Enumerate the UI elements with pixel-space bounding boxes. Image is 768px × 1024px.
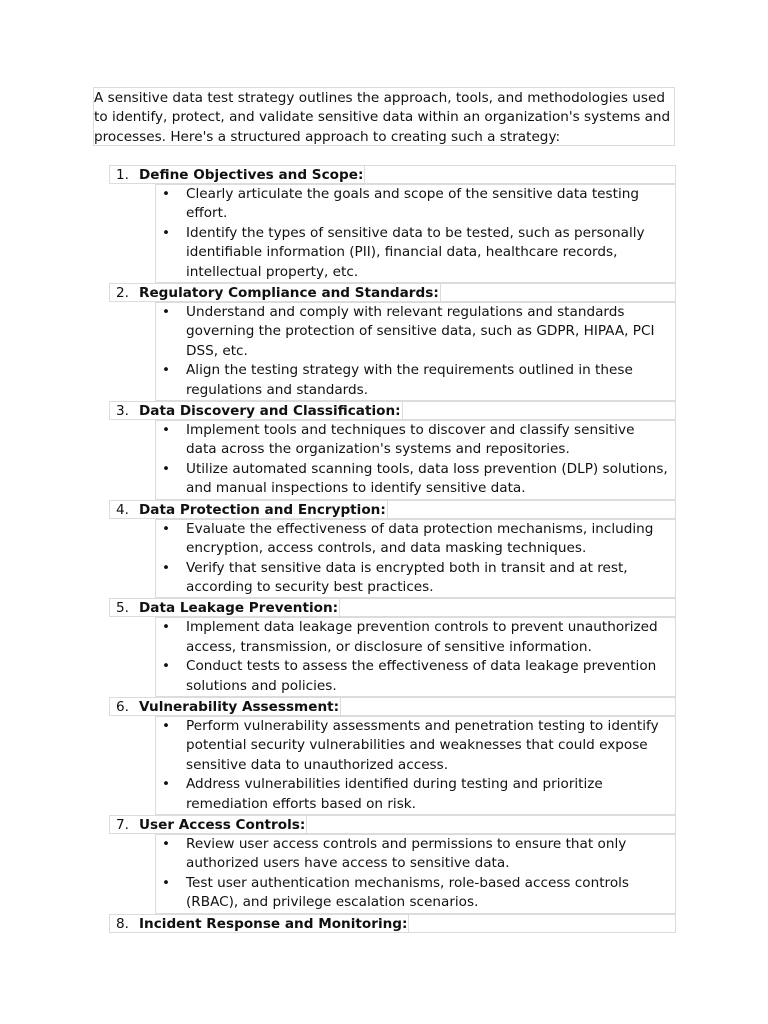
bullet-item: [156, 460, 675, 499]
item-heading: [109, 914, 676, 933]
item-number: 2.: [116, 285, 129, 302]
item-heading: [109, 500, 676, 519]
bullet-text: Address vulnerabilities identified during testing and prioritize remediation efforts based on risk.: [186, 776, 603, 812]
list-item: [109, 697, 676, 815]
item-title: Incident Response and Monitoring:: [139, 915, 408, 932]
bullet-text: Verify that sensitive data is encrypted both in transit and at rest, according to security best practices.: [186, 559, 628, 595]
strategy-list: [109, 165, 676, 933]
bullet-icon: •: [161, 304, 171, 321]
item-heading: [109, 165, 676, 184]
item-title: Define Objectives and Scope:: [139, 167, 364, 183]
list-item: [109, 500, 676, 599]
item-number: 4.: [116, 501, 129, 518]
bullet-item: [156, 361, 675, 400]
bullet-list: [155, 617, 676, 697]
bullet-text: Implement data leakage prevention controls to prevent unauthorized access, transmission, or disclosure of sensitive information.: [186, 619, 658, 655]
list-item: [109, 165, 676, 283]
bullet-list: [155, 834, 676, 914]
item-number: 7.: [116, 816, 129, 833]
bullet-icon: •: [161, 835, 171, 852]
bullet-text: Understand and comply with relevant regulations and standards governing the protection of sensitive data, such as GDPR, HIPAA, PCI DSS, etc.: [186, 304, 655, 359]
bullet-icon: •: [161, 658, 171, 675]
item-heading: [109, 598, 676, 617]
item-number: 1.: [116, 167, 129, 183]
bullet-list: [155, 302, 676, 401]
bullet-icon: •: [161, 619, 171, 636]
item-title: Data Protection and Encryption:: [139, 501, 386, 518]
bullet-icon: •: [161, 186, 171, 202]
item-heading: [109, 697, 676, 716]
bullet-icon: •: [161, 559, 171, 576]
item-number: 6.: [116, 698, 129, 715]
intro-paragraph: A sensitive data test strategy outlines the approach, tools, and methodologies used to identify, protect, and validate sensitive data within an organization's systems and processes. Here's a structured approach to creating such a strategy:: [93, 87, 675, 146]
bullet-icon: •: [161, 520, 171, 537]
bullet-item: [156, 303, 675, 361]
list-item: [109, 914, 676, 933]
bullet-text: Clearly articulate the goals and scope of the sensitive data testing effort.: [186, 186, 639, 222]
item-title: Data Leakage Prevention:: [139, 600, 339, 617]
bullet-text: Identify the types of sensitive data to be tested, such as personally identifiable information (PII), financial data, healthcare records, intellectual property, etc.: [186, 224, 645, 280]
list-item: [109, 598, 676, 697]
item-title: Regulatory Compliance and Standards:: [139, 285, 439, 302]
item-number: 5.: [116, 600, 129, 617]
bullet-item: [156, 520, 675, 559]
bullet-text: Evaluate the effectiveness of data protection mechanisms, including encryption, access controls, and data masking techniques.: [186, 520, 654, 557]
item-title: User Access Controls:: [139, 816, 306, 833]
bullet-text: Perform vulnerability assessments and penetration testing to identify potential security vulnerabilities and weaknesses that could expose sensitive data to unauthorized access.: [186, 717, 659, 773]
bullet-icon: •: [161, 717, 171, 734]
bullet-item: [156, 224, 675, 282]
list-item: [109, 283, 676, 401]
bullet-item: [156, 775, 675, 814]
bullet-list: [155, 420, 676, 500]
bullet-item: [156, 185, 675, 224]
bullet-icon: •: [161, 776, 171, 793]
bullet-item: [156, 717, 675, 775]
bullet-item: [156, 618, 675, 657]
list-item: [109, 401, 676, 500]
bullet-icon: •: [161, 422, 171, 439]
item-heading: [109, 401, 676, 420]
bullet-text: Review user access controls and permissions to ensure that only authorized users have access to sensitive data.: [186, 835, 627, 872]
item-heading: [109, 283, 676, 302]
item-number: 3.: [116, 403, 129, 420]
bullet-list: [155, 184, 676, 283]
bullet-icon: •: [161, 460, 171, 477]
bullet-text: Implement tools and techniques to discover and classify sensitive data across the organization's systems and repositories.: [186, 422, 635, 458]
bullet-item: [156, 657, 675, 696]
bullet-item: [156, 559, 675, 598]
item-heading: [109, 815, 676, 834]
item-title: Data Discovery and Classification:: [139, 403, 401, 420]
bullet-item: [156, 874, 675, 913]
bullet-icon: •: [161, 874, 171, 891]
bullet-text: Utilize automated scanning tools, data loss prevention (DLP) solutions, and manual inspections to identify sensitive data.: [186, 460, 668, 497]
bullet-text: Conduct tests to assess the effectiveness of data leakage prevention solutions and policies.: [186, 658, 657, 694]
bullet-item: [156, 421, 675, 460]
bullet-list: [155, 519, 676, 599]
item-number: 8.: [116, 915, 129, 932]
bullet-list: [155, 716, 676, 815]
bullet-text: Align the testing strategy with the requirements outlined in these regulations and standards.: [186, 362, 633, 398]
list-item: [109, 815, 676, 914]
bullet-text: Test user authentication mechanisms, role-based access controls (RBAC), and privilege escalation scenarios.: [186, 874, 630, 911]
bullet-icon: •: [161, 224, 171, 241]
item-title: Vulnerability Assessment:: [139, 698, 340, 715]
bullet-icon: •: [161, 362, 171, 379]
bullet-item: [156, 835, 675, 874]
